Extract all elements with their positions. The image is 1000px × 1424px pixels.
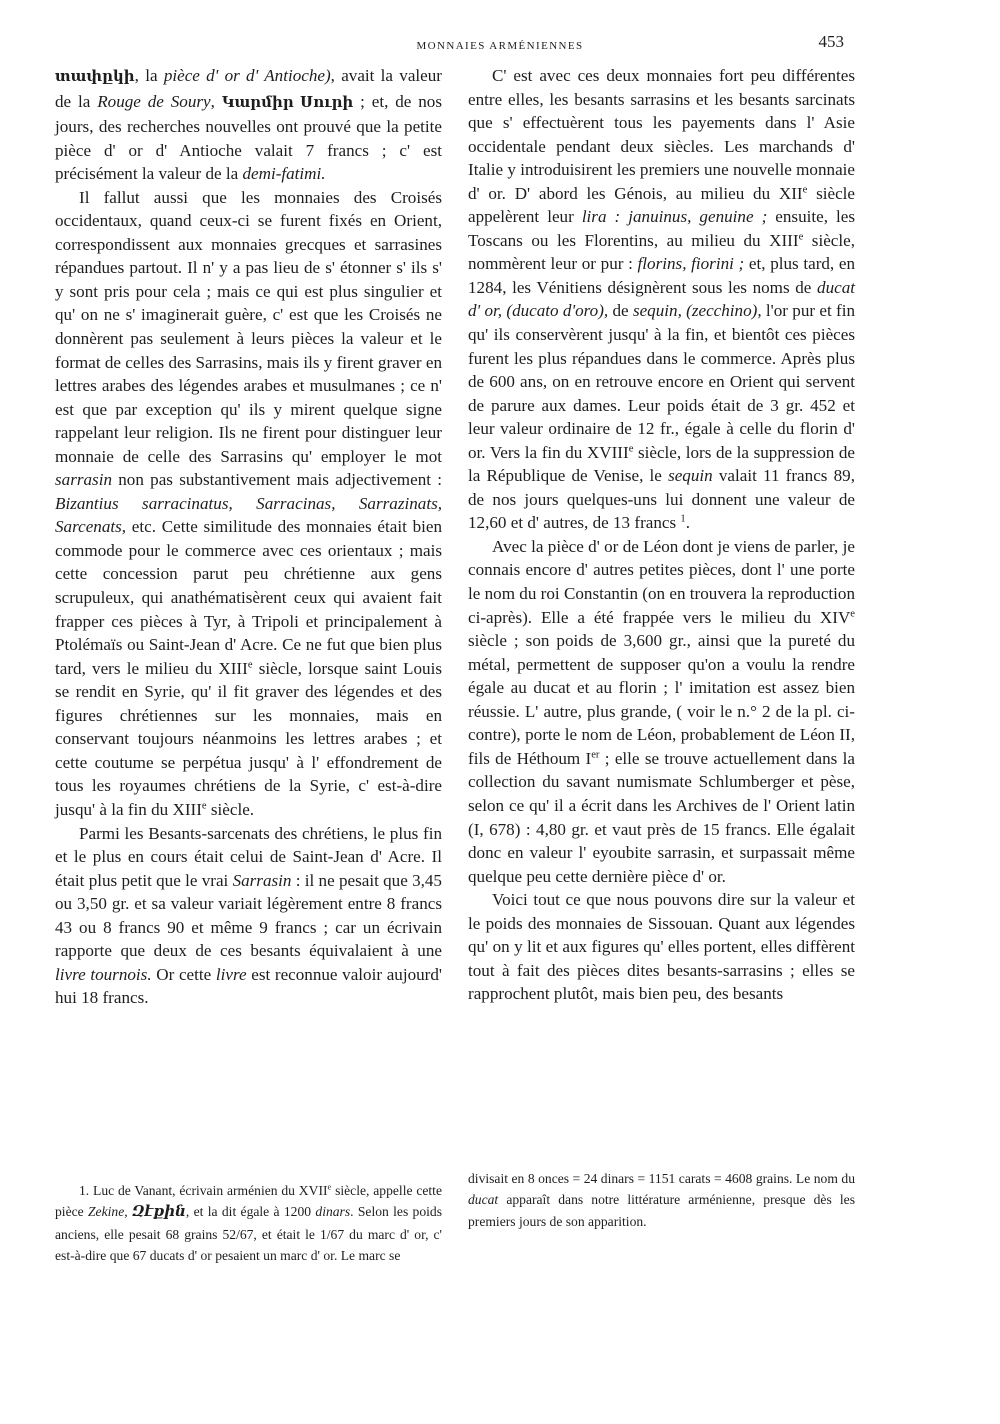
- paragraph: C' est avec ces deux monnaies fort peu différentes entre elles, les besants sarrasins et les besants sarcinats que s' effectuèrent tous les payements dans l' Asie occidentale pendant deux siècles. Les marchands d' Italie y introduisirent les premiers une nouvelle monnaie d' or. D' abord les Génois, au milieu du XIIe siècle appelèrent leur lira : januinus, genuine ; ensuite, les Toscans ou les Florentins, au milieu du XIIIe siècle, nommèrent leur or pur : florins, fiorini ; et, plus tard, en 1284, les Vénitiens désignèrent sous les noms de ducat d' or, (ducato d'oro), de sequin, (zecchino), l'or pur et fin qu' ils conservèrent jusqu' à la fin, et bientôt ces pièces furent les plus répandues dans le commerce. Après plus de 600 ans, on en retrouve encore en Orient qui servent de parure aux dames. Leur poids était de 3 gr. 452 et leur valeur ordinaire de 12 fr., égale à celle du florin d' or. Vers la fin du XVIIIe siècle, lors de la suppression de la République de Venise, le sequin valait 11 francs 89, de nos jours quelques-uns lui donnent une valeur de 12,60 et d' autres, de 13 francs $^1$.: [468, 66, 856, 533]
- paragraph: Il fallut aussi que les monnaies des Croisés occidentaux, quand ceux-ci se furent fixés en Orient, correspondissent aux monnaies grecques et sarrasines répandues partout. Il n' y a pas lieu de s' étonner s' ils s' y sont pris pour cela ; mais ce qui est plus singulier et qu' on ne s' imaginerait guère, c' est que les Croisés ne donnèrent pas seulement à leurs pièces la valeur et le format de celles des Sarrasins, mais ils y firent graver en lettres arabes des légendes arabes et musulmanes ; ce n' est que par exception qu' ils y mirent quelque signe rappelant leur religion. Ils ne firent pour distinguer leur monnaie de celle des Sarrasins qu' employer le mot sarrasin non pas substantivement mais adjectivement : Bizantius sarracinatus, Sarracinas, Sarrazinats, Sarcenats, etc. Cette similitude des monnaies était bien commode pour le commerce avec ces orientaux ; mais cette concession parut peu chrétienne aux gens scrupuleux, qui anathématisèrent ceux qui avaient fait frapper ces pièces à Tyr, à Tripoli et principalement à Ptolémaïs ou Saint-Jean d' Acre. Ce ne fut que bien plus tard, vers le milieu du XIIIe siècle, lorsque saint Louis se rendit en Syrie, qu' il fit graver des légendes et des figures chrétiennes sur les monnaies, mais en conservant toujours néanmoins les lettres arabes ; et cette coutume se perpétua jusqu' à l' effondrement de tous les royaumes chrétiens de la Syrie, c' est-à-dire jusqu' à la fin du XIIIe siècle.: [55, 187, 442, 819]
- footnote-ref[interactable]: 1: [680, 513, 686, 525]
- page-number: 453: [818, 32, 844, 51]
- paragraph: Avec la pièce d' or de Léon dont je viens de parler, je connais encore d' autres petites pièces, dont l' une porte le nom du roi Constantin (on en trouvera la reproduction ci-après). Elle a été frappée vers le milieu du XIVe siècle ; son poids de 3,600 gr., ainsi que la pureté du métal, permettent de supposer qu'on a voulu la rendre égale au ducat et au florin ; l' imitation est assez bien réussie. L' autre, plus grande, ( voir le n.° 2 de la pl. ci-contre), porte le nom de Léon, probablement de Léon II, fils de Héthoum Ier ; elle se trouve actuellement dans la collection du savant numismate Schlumberger et pèse, selon ce qu' il a écrit dans les Archives de l' Orient latin (I, 678) : 4,80 gr. et vaut près de 15 francs. Elle égalait donc en valeur l' eyoubite sarrasin, et surpassait même quelque peu cette dernière pièce d' or.: [468, 536, 855, 886]
- left-column: [55, 64, 442, 1010]
- footnote-continued: divisait en 8 onces = 24 dinars = 1151 carats = 4608 grains. Le nom du ducat apparaît dans notre littérature arménienne, presque dès les premiers jours de son apparition.: [468, 1171, 855, 1229]
- right-column: [468, 64, 855, 1006]
- paragraph: Voici tout ce que nous pouvons dire sur la valeur et le poids des monnaies de Sissouan. Quant aux légendes qu' on y lit et aux figures qu' elles portent, elles diffèrent tout à fait des pièces dites besants-sarrasins ; elles se rapprochent plutôt, mais bien peu, des besants: [468, 890, 855, 1004]
- footnote-left: [55, 1180, 442, 1267]
- running-title: MONNAIES ARMÉNIENNES: [416, 40, 584, 52]
- armenian-text: տափըկի: [55, 69, 135, 85]
- armenian-text: Զէքին: [131, 1204, 186, 1221]
- footnote: 1. Luc de Vanant, écrivain arménien du XVIIe siècle, appelle cette pièce Zekine, Զէքին, et la dit égale à 1200 dinars. Selon les poids anciens, elle pesait 68 grains 52/67, et était le 1/67 du marc d' or, c' est-à-dire que 67 ducats d' or pesaient un marc d' or. Le marc se: [55, 1181, 443, 1264]
- armenian-text: Կարմիր Սուրի: [221, 94, 354, 111]
- paragraph: տափըկի, la pièce d' or d' Antioche), avait la valeur de la Rouge de Soury, Կարմիր Սուրի ; et, de nos jours, des recherches nouvelles ont prouvé que la petite pièce d' or d' Antioche valait 7 francs ; c' est précisément la valeur de la demi-fatimi.: [55, 66, 443, 184]
- paragraph: Parmi les Besants-sarcenats des chrétiens, le plus fin et le plus en cours était celui de Saint-Jean d' Acre. Il était plus petit que le vrai Sarrasin : il ne pesait que 3,45 ou 3,50 gr. et sa valeur variait légèrement entre 8 francs 43 ou 8 francs 90 et même 9 francs ; car un écrivain rapporte que deux de ces besants équivalaient à une livre tournois. Or cette livre est reconnue valoir aujourd' hui 18 francs.: [55, 823, 442, 1008]
- footnote-right: [468, 1168, 855, 1232]
